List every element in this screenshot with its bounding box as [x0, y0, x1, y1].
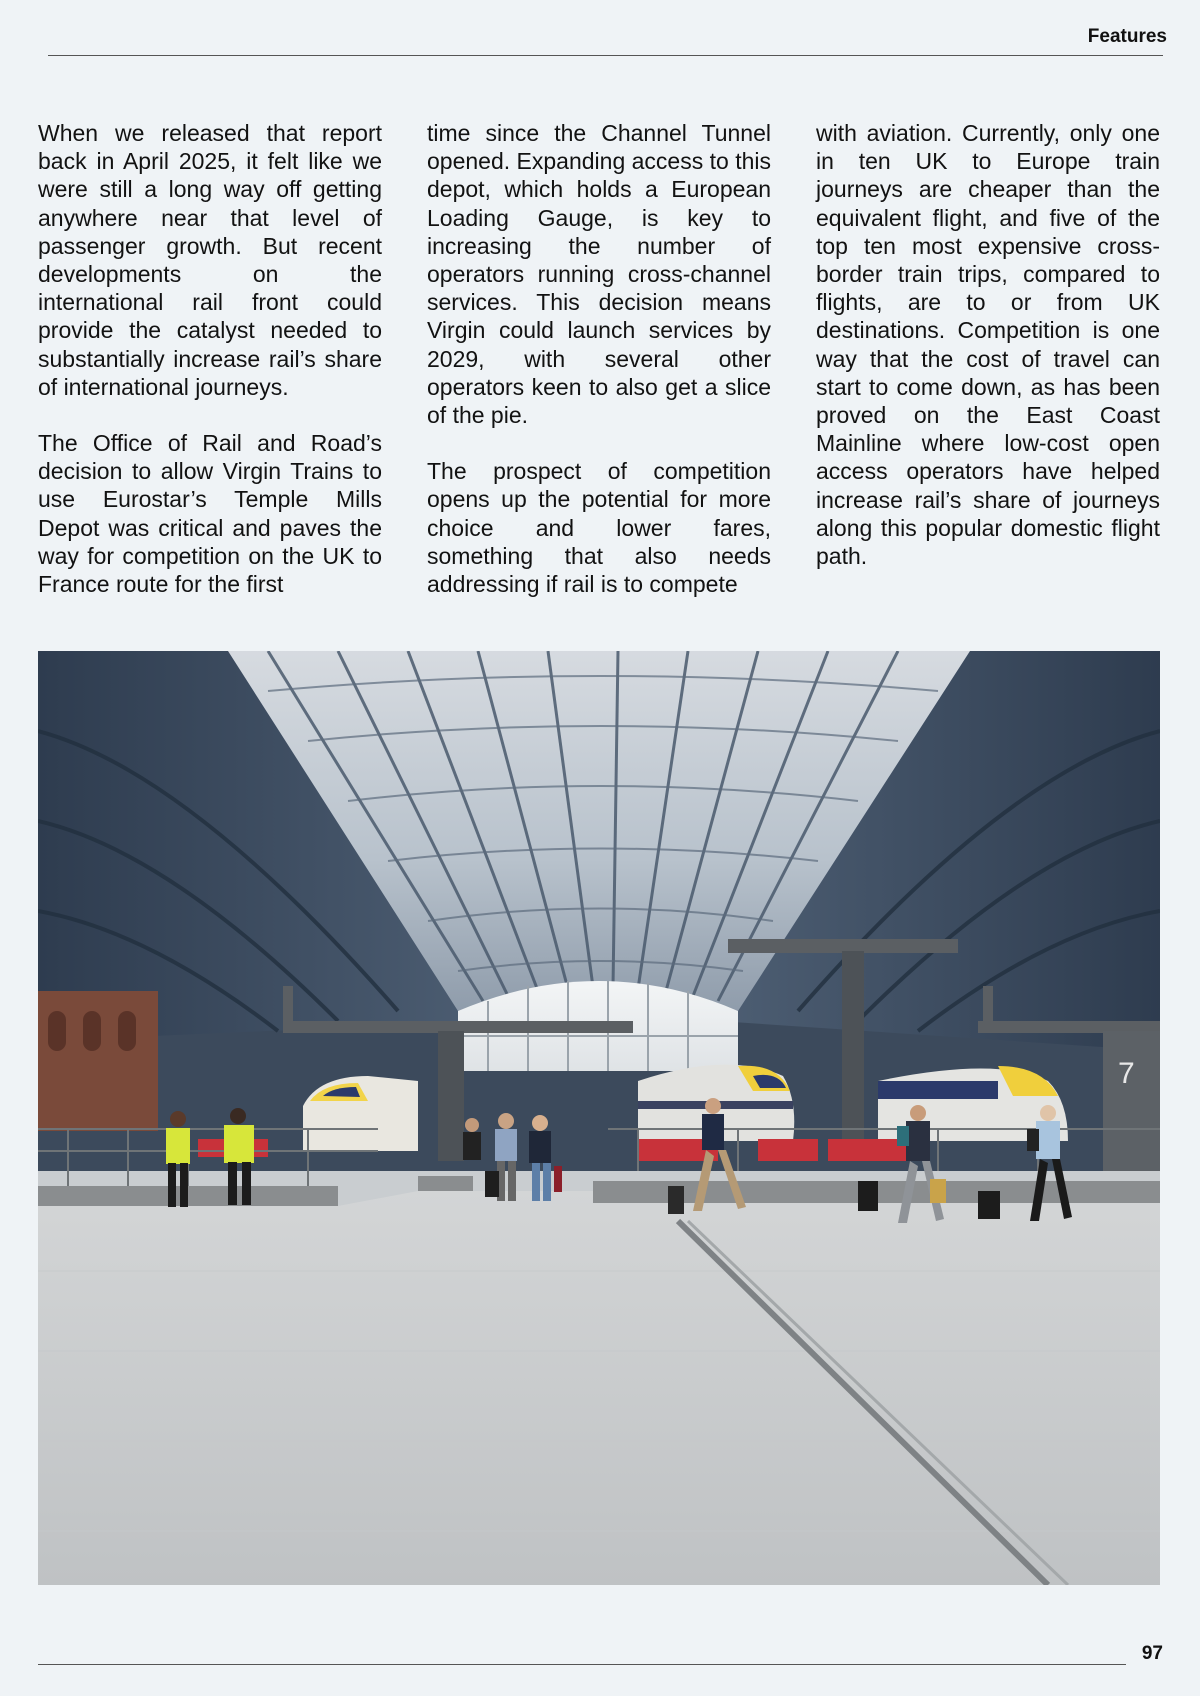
paragraph: time since the Channel Tunnel opened. Expanding access to this depot, which holds a European Loading Gauge, is key to increasing the number of operators running cross-channel services. This decision means Virgin could launch services by 2029, with several other operators keen to also get a slice of the pie.: [427, 120, 771, 429]
article-column-1: [38, 119, 382, 626]
page-number: 97: [1141, 1643, 1163, 1664]
paragraph: When we released that report back in April 2025, it felt like we were still a long way off getting anywhere near that level of passenger growth. But recent developments on the international rail front could provide the catalyst needed to substantially increase rail’s share of international journeys.: [38, 120, 382, 400]
paragraph: The Office of Rail and Road’s decision to allow Virgin Trains to use Eurostar’s Temple Mills Depot was critical and paves the way for competition on the UK to France route for the first: [38, 430, 382, 598]
article-column-2: [427, 119, 771, 626]
top-divider: [48, 55, 1163, 56]
platform-number: 7: [1118, 1057, 1135, 1090]
train-left: [303, 1076, 418, 1151]
article-column-3: [816, 119, 1160, 626]
paragraph: The prospect of competition opens up the potential for more choice and lower fares, something that also needs addressing if rail is to compete: [427, 458, 771, 598]
station-photo: [38, 651, 1160, 1585]
bottom-divider: [38, 1664, 1126, 1665]
paragraph: with aviation. Currently, only one in ten UK to Europe train journeys are cheaper than the equivalent flight, and five of the top ten most expensive cross-border train trips, compared to flights, are to or from UK destinations. Competition is one way that the cost of travel can start to come down, as has been proved on the East Coast Mainline where low-cost open access operators have helped increase rail’s share of journeys along this popular domestic flight path.: [816, 120, 1160, 570]
article-body: [38, 119, 1160, 626]
section-label: Features: [1087, 26, 1167, 47]
